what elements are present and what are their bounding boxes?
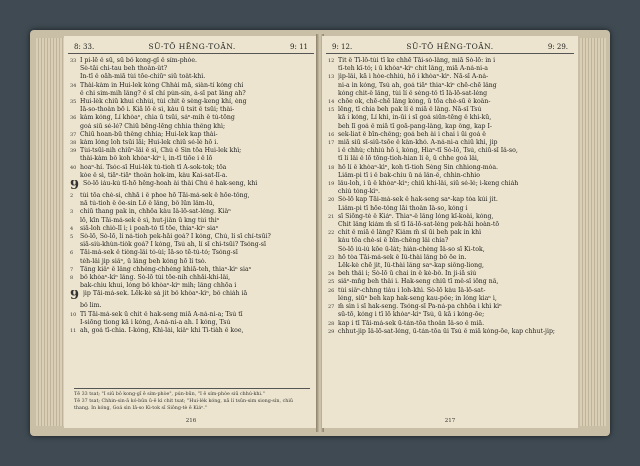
left-running-head	[68, 36, 314, 54]
verse-text: tèh-lâi jip siâⁿ, ū lâng beh kóng hō lí tsò.	[80, 257, 207, 265]
text-line	[328, 278, 572, 286]
text-line	[328, 328, 572, 336]
text-line	[70, 200, 312, 208]
verse-number	[328, 188, 338, 196]
verse-text: sī Siōng-tè ê Kiáⁿ. Thiaⁿ-ê lâng lóng kî-koài, kóng,	[338, 212, 494, 220]
text-line	[328, 90, 572, 98]
verse-number: 36	[70, 115, 77, 122]
verse-number	[328, 147, 338, 155]
text-line	[70, 258, 312, 266]
text-line	[70, 172, 312, 180]
right-page-number: 217	[444, 418, 456, 424]
text-line	[328, 295, 572, 303]
verse-text: bô lim.	[80, 302, 102, 310]
verse-text: i ê chhù; chhiú hō i, kóng, Hiaⁿ-tī Sò-lō, Tsú, chiū-sī Iâ-so,	[338, 147, 518, 155]
text-line	[70, 82, 312, 90]
text-line	[70, 217, 312, 225]
verse-number	[328, 262, 338, 270]
text-line	[328, 254, 572, 262]
verse-text: Tit ê Tī-lō-tùi tī ke chhē Tāi-sò-lâng, miā Sò-lō: in i	[338, 57, 496, 64]
verse-text: kàu tōa chè-si ê bīn-chêng lâi chia?	[338, 237, 449, 245]
verse-number	[328, 205, 338, 213]
text-line	[70, 290, 312, 302]
text-line	[328, 147, 572, 155]
text-line	[70, 131, 312, 139]
text-line	[328, 205, 572, 213]
verse-text: nā tú-tioh ê ôe-sin Lō ê lâng, bô lūn lâm-lú,	[80, 200, 215, 208]
verse-number: 12	[328, 58, 335, 64]
footnote: Tē 37 tsat; Chhin-sin-ā kó-būn ū-ê kì chit tsat; "Hui-lèk kóng, nā lí tsūn-sim siong-sìn, chiū thang. In kóng, Goá sìn Iâ-so Ki-tok sī Siōng-tè ê Kiáⁿ."	[74, 399, 293, 411]
verse-number: 33	[70, 58, 77, 64]
left-footnotes	[74, 388, 310, 412]
verse-number	[328, 123, 338, 131]
verse-number	[70, 90, 80, 98]
verse-number: 19	[328, 181, 335, 188]
text-line	[328, 221, 572, 229]
verse-text: Hui-lèk chiū khui chhùi, tùi chit ê sèng-keng khí, èng	[80, 98, 247, 106]
verse-number: 17	[328, 140, 335, 147]
text-line	[70, 192, 312, 200]
verse-text: lō, kīn Tāi-má-sek ê sì, hut-jiân ū kng tùi thiⁿ	[80, 216, 220, 224]
verse-text: jip Tāi-má-sek. Lēk-kè sà jit bô khòaⁿ-kìⁿ, bô chiáh iā	[83, 290, 248, 298]
verse-number	[70, 302, 80, 310]
text-line	[70, 266, 312, 274]
verse-text: kā i kóng, Lí khì, in-ūi i sī goá siūn-tēng ê khì-kū,	[338, 114, 492, 122]
verse-text: m̄ sìn i sī hak-seng. Tsóng-sī Pa-ná-pa chhōa i khì kìⁿ	[338, 303, 502, 311]
verse-number: 15	[328, 107, 335, 114]
verse-number: 38	[70, 140, 77, 147]
verse-text: kap i tī Tāi-má-sek ū-tán-tōa thoân Iâ-so ê miā.	[338, 319, 485, 327]
verse-number	[328, 172, 338, 180]
text-line	[70, 180, 312, 192]
verse-number	[328, 295, 338, 303]
verse-text: siâⁿ-mn̂g beh thâi i. Hak-seng chiū tī mê-sî iōng nâ,	[338, 278, 499, 286]
verse-number: 9	[70, 290, 80, 303]
verse-text: Iā-so-thoân bō i. Kiā lō ê sì, kàu ū tsit ê tsūi; thài-	[80, 106, 235, 114]
text-line	[70, 327, 312, 335]
text-line	[70, 90, 312, 98]
text-line	[328, 155, 572, 163]
text-line	[70, 155, 312, 163]
verse-text: siā-siù-khùn-tiòk goá? I kóng, Tsú ah, lí sī chi-tsūi? Tsóng-sī	[80, 241, 266, 249]
verse-text: beh lī goá ê miā tī goā-pang-lâng, kap ông, kap Í-	[338, 122, 492, 130]
verse-number	[70, 65, 80, 73]
text-line	[70, 225, 312, 233]
text-line	[70, 73, 312, 81]
footnote: Tē 33 tsat; "I siū bô kong-gī ê sím-phòe", pún-būn, "I ê sím-phòe siū chhú-khi."	[74, 392, 265, 397]
verse-text: Chit lâng kiám m̄ sī tī Iâ-lō-sat-léng pek-hāi hoàn-tō	[338, 221, 500, 229]
verse-text: Chiū hoan-bū thêng chhia; Hui-lek kap thài-	[80, 130, 218, 138]
verse-number	[328, 237, 338, 245]
verse-text: tī lí lâi ê lō tōng-tioh-hian lí ê, ū chhe goá lâi,	[338, 155, 479, 163]
verse-number	[70, 123, 80, 131]
verse-number: 14	[328, 99, 335, 106]
verse-text: hoaⁿ-hí. Tsóc-sī Hui-lèk tú-tioh tī A-sok-tok; tōa	[80, 163, 227, 171]
verse-number: 40	[70, 164, 77, 171]
verse-text: In-tī ê oāh-miā tùi tōe-chiūⁿ siū toât-khì.	[80, 73, 206, 81]
verse-number	[70, 217, 80, 225]
verse-text: thài-kàm bô koh khòaⁿ-kìⁿ i, in-tī tiōe i ê lō	[80, 155, 213, 163]
text-line	[70, 114, 312, 122]
text-line	[328, 320, 572, 328]
verse-text: Thài-kàm in Hui-lek kóng Chhài mā, siàn-tí kóng chí	[80, 81, 244, 89]
verse-text: miā siū sī-siū-tsōe ê kàn-khó. A-ná-ni-a chiū khì, jip	[338, 139, 498, 147]
text-line	[70, 319, 312, 327]
verse-text: Lēk-kè chē jit, Iû-thài lâng saⁿ-kap siông-liong,	[338, 262, 484, 270]
verse-text: kàm lóng loh tsūi lāi; Hui-lek chiū sé-lé hō i.	[80, 139, 219, 147]
verse-number	[328, 155, 338, 163]
verse-number	[70, 155, 80, 163]
text-line	[328, 57, 572, 65]
verse-number	[328, 311, 338, 319]
verse-text: ê chi sim-mih lâng? ê sī chí pún-sin, á-sī pat lâng ah?	[80, 89, 246, 97]
text-line	[328, 270, 572, 278]
verse-number	[70, 172, 80, 180]
left-page	[64, 36, 319, 428]
verse-text: ah, goá tī-chia. I-kóng, Khì-lái, kiâⁿ khì Ti-tiàh ê koe,	[80, 327, 244, 335]
verse-text: Tāi-má-sek ê tiòng-lâi tó-ùi; Iā-so tē-tú-tó; Tsóng-sī	[80, 249, 238, 257]
verse-number	[70, 319, 80, 327]
verse-number: 9	[70, 180, 80, 193]
verse-text: Sè-tāi chi-tau beh thoân-ût?	[80, 65, 168, 73]
verse-text: chōe ok, chē-chē lâng kóng, ū tōa chè-sū ê koân-	[338, 98, 491, 106]
verse-number	[70, 200, 80, 208]
verse-text: I pi-lē ê sū, sū bô kong-gī ê sím-phòe.	[80, 57, 198, 64]
verse-number: 7	[70, 266, 74, 273]
open-book	[30, 30, 610, 436]
verse-text: hō tòa Tāi-má-sek ê Iû-thài lâng bô ōe ìn.	[338, 253, 467, 261]
verse-number: 35	[70, 99, 77, 106]
text-line	[328, 180, 572, 188]
left-title: SŪ-TŌ HĒNG-TOĀN.	[148, 42, 236, 51]
verse-number	[70, 73, 80, 81]
verse-number: 22	[328, 230, 335, 237]
text-line	[70, 98, 312, 106]
verse-text: léng, siūⁿ beh kap hak-seng kau-pôe; in lóng kiaⁿ i,	[338, 294, 497, 302]
text-line	[70, 147, 312, 155]
verse-number: 13	[328, 74, 335, 81]
left-page-number: 216	[185, 418, 197, 424]
right-text-body	[322, 54, 578, 336]
text-line	[328, 246, 572, 254]
verse-number	[328, 221, 338, 229]
text-line	[328, 131, 572, 139]
text-line	[328, 98, 572, 106]
left-page-edges	[36, 38, 64, 426]
verse-text: Tùi-tsūi-nih chiūⁿ-lâi ê sì, Chú ê Sin tōa Hui-lek khì;	[80, 147, 242, 155]
text-line	[70, 123, 312, 131]
verse-text: sek-liat ê bīn-chêng; goá beh ài i chai i ūi goá ê	[338, 130, 486, 138]
verse-text: Tī Tāi-má-sek ū chit ê hak-seng miā A-ná-ni-a; Tsú tī	[80, 310, 243, 318]
right-title: SŪ-TŌ HĒNG-TOĀN.	[406, 42, 494, 51]
right-page-edges	[580, 38, 606, 426]
text-line	[70, 164, 312, 172]
text-line	[328, 213, 572, 221]
verse-text: kàm kóng, Lí khòaⁿ, chia ū tsūi, sáⁿ-mih ê tú-tōng	[80, 114, 235, 122]
verse-number: 24	[328, 271, 335, 278]
verse-text: kóng chit-ê lâng, tùi lí ê sèng-tô tī Iâ-lō-sat-léng	[338, 89, 488, 97]
text-line	[328, 237, 572, 245]
verse-number: 28	[328, 320, 335, 327]
text-line	[328, 123, 572, 131]
verse-text: goá siū sé-lé? Chiū bēng-lēng chhia thêng khì;	[80, 122, 226, 130]
verse-text: lâu-loh, i ū ê khòaⁿ-kìⁿ; chiū khí-lâi, siū sé-lé; i-keng chiáh	[338, 180, 519, 188]
verse-number: 39	[70, 148, 77, 155]
verse-number: 34	[70, 82, 77, 89]
text-line	[70, 302, 312, 310]
verse-number: 4	[70, 225, 74, 232]
left-ref-start: 8: 33.	[74, 43, 95, 51]
verse-text: jip-lâi, kā i hòe-chhiú, hō i khòaⁿ-kìⁿ. Nā-sī A-ná-	[338, 73, 489, 81]
text-line	[328, 172, 572, 180]
text-line	[70, 311, 312, 319]
text-line	[328, 262, 572, 270]
text-line	[328, 196, 572, 204]
verse-number: 16	[328, 131, 335, 138]
verse-number	[70, 258, 80, 266]
right-running-head	[326, 36, 574, 54]
verse-text: chhut-jip Iâ-lō-sat-léng, ū-tán-tōa ūi Tsú ê miā kóng-ōe, kap chhut-jip;	[338, 327, 555, 335]
verse-number: 37	[70, 131, 77, 138]
verse-number: 11	[70, 328, 77, 335]
verse-number	[70, 106, 80, 114]
verse-number	[70, 241, 80, 249]
text-line	[70, 282, 312, 290]
verse-text: bak-chiu khui, lóng bô khòaⁿ-kìⁿ mih; lâng chhōa i	[80, 282, 237, 290]
text-line	[70, 57, 312, 65]
text-line	[70, 208, 312, 216]
verse-number: 8	[70, 275, 74, 282]
text-line	[328, 73, 572, 81]
verse-text: beh thâi i; Sò-lō ū chai in ê kè-bô. In ji-iā siú	[338, 270, 477, 278]
verse-text: Liâm-pi tī hōe-tông lāi thoân Iâ-so, kóng i	[338, 204, 468, 212]
verse-number: 20	[328, 197, 335, 204]
right-ref-start: 9: 12.	[332, 43, 353, 51]
verse-number	[328, 82, 338, 90]
left-ref-end: 9: 11	[290, 43, 308, 51]
verse-number	[70, 282, 80, 290]
verse-text: hō lí ê khòaⁿ-kìⁿ, koh tī-tioh Sèng Sin chhiong-móa.	[338, 163, 499, 171]
text-line	[328, 65, 572, 73]
verse-text: ni-a ìn kóng, Tsú ah, goá tiāⁿ thiaⁿ-kìⁿ chē-chē lâng	[338, 81, 497, 89]
text-line	[70, 65, 312, 73]
verse-text: sū-tō, kóng i tī lō khòaⁿ-kìⁿ Tsú, ū kā i kóng-ōe;	[338, 311, 485, 319]
text-line	[328, 139, 572, 147]
text-line	[70, 139, 312, 147]
verse-number: 2	[70, 193, 74, 200]
verse-text: chiū thang pak in, chhōa kàu Iâ-lō-sat-léng. Kiâⁿ	[80, 208, 231, 216]
right-page	[322, 36, 578, 428]
verse-number: 26	[328, 287, 335, 294]
verse-text: lēng, tī chia beh pak lí ê miā ê lâng. Nā-sī Tsú	[338, 106, 482, 114]
verse-number: 5	[70, 234, 74, 241]
verse-number	[328, 65, 338, 73]
verse-number: 3	[70, 209, 74, 216]
verse-text: tùi tōa chè-si, chhā i ê phoe hō Tāi-má-sek ê hōe-tông,	[80, 192, 250, 200]
verse-text: Tâng kiâⁿ ê lâng chhéng-chhéng khiā-teh, thiaⁿ-kìⁿ siaⁿ	[80, 265, 252, 273]
text-line	[328, 287, 572, 295]
text-line	[70, 241, 312, 249]
verse-number: 6	[70, 250, 74, 257]
text-line	[70, 233, 312, 241]
verse-text: Sò-lō kap Tāi-má-sek ê hak-seng saⁿ-kap tòa kúi jit.	[338, 196, 498, 204]
verse-text: chit ê miā ê lâng? Kiám m̄ sī ūi beh pak in khì	[338, 229, 482, 237]
verse-number: 10	[70, 311, 77, 318]
verse-text: Sò-lō iú-iú kōe ū-lát; hiàn-chèng Iâ-so sī Ki-tok,	[338, 245, 485, 253]
verse-text: tùi siâⁿ-chhng tiàu i loh-khì. Sò-lō kàu Iâ-lō-sat-	[338, 286, 486, 294]
verse-text: tī-teh kî-tó; i ū khòaⁿ-kìⁿ chit lâng, miā A-ná-ni-a	[338, 65, 488, 73]
text-line	[328, 229, 572, 237]
text-line	[70, 274, 312, 282]
text-line	[70, 106, 312, 114]
verse-number	[328, 246, 338, 254]
text-line	[328, 164, 572, 172]
verse-number	[328, 114, 338, 122]
text-line	[70, 249, 312, 257]
verse-text: siā-loh chiò-lī i; i poah-tó tī tōe, thiaⁿ-kìⁿ siaⁿ	[80, 224, 219, 232]
text-line	[328, 311, 572, 319]
verse-text: kòe ê sì, tiāⁿ-tiāⁿ thoân hok-im, kàu Kai-sat-lī-a.	[80, 171, 228, 179]
text-line	[328, 82, 572, 90]
verse-text: Sò-lō, Sò-lō, lí ná-tioh pek-hāi goá? I kóng, Chú, lí sī chí-tsūi?	[80, 233, 271, 241]
verse-number: 23	[328, 254, 335, 261]
text-line	[328, 106, 572, 114]
verse-number	[328, 90, 338, 98]
text-line	[328, 114, 572, 122]
verse-number: 27	[328, 304, 335, 311]
verse-text: Liâm-pi tī i ê bak-chiu ū ná lân-ê, chhin-chhio	[338, 171, 480, 179]
verse-text: Sò-lō iáu-kú tī-hō hēng-hoah ài thâi Chú ê hak-seng, khì	[83, 180, 258, 188]
verse-text: I-siōng tiong kā i kóng, A-ná-ni-a ah. I kóng, Tsú	[80, 318, 231, 326]
verse-text: chiú tóng-kìⁿ.	[338, 188, 381, 196]
verse-text: bô khòaⁿ-kìⁿ lâng. Sò-lō tùi tōe-nih chhāi-khí-lâi,	[80, 274, 231, 282]
verse-number: 29	[328, 328, 335, 335]
verse-number: 18	[328, 164, 335, 171]
right-ref-end: 9: 29.	[547, 43, 568, 51]
text-line	[328, 303, 572, 311]
verse-number: 25	[328, 279, 335, 286]
left-text-body	[64, 54, 318, 335]
text-line	[328, 188, 572, 196]
verse-number: 21	[328, 213, 335, 220]
